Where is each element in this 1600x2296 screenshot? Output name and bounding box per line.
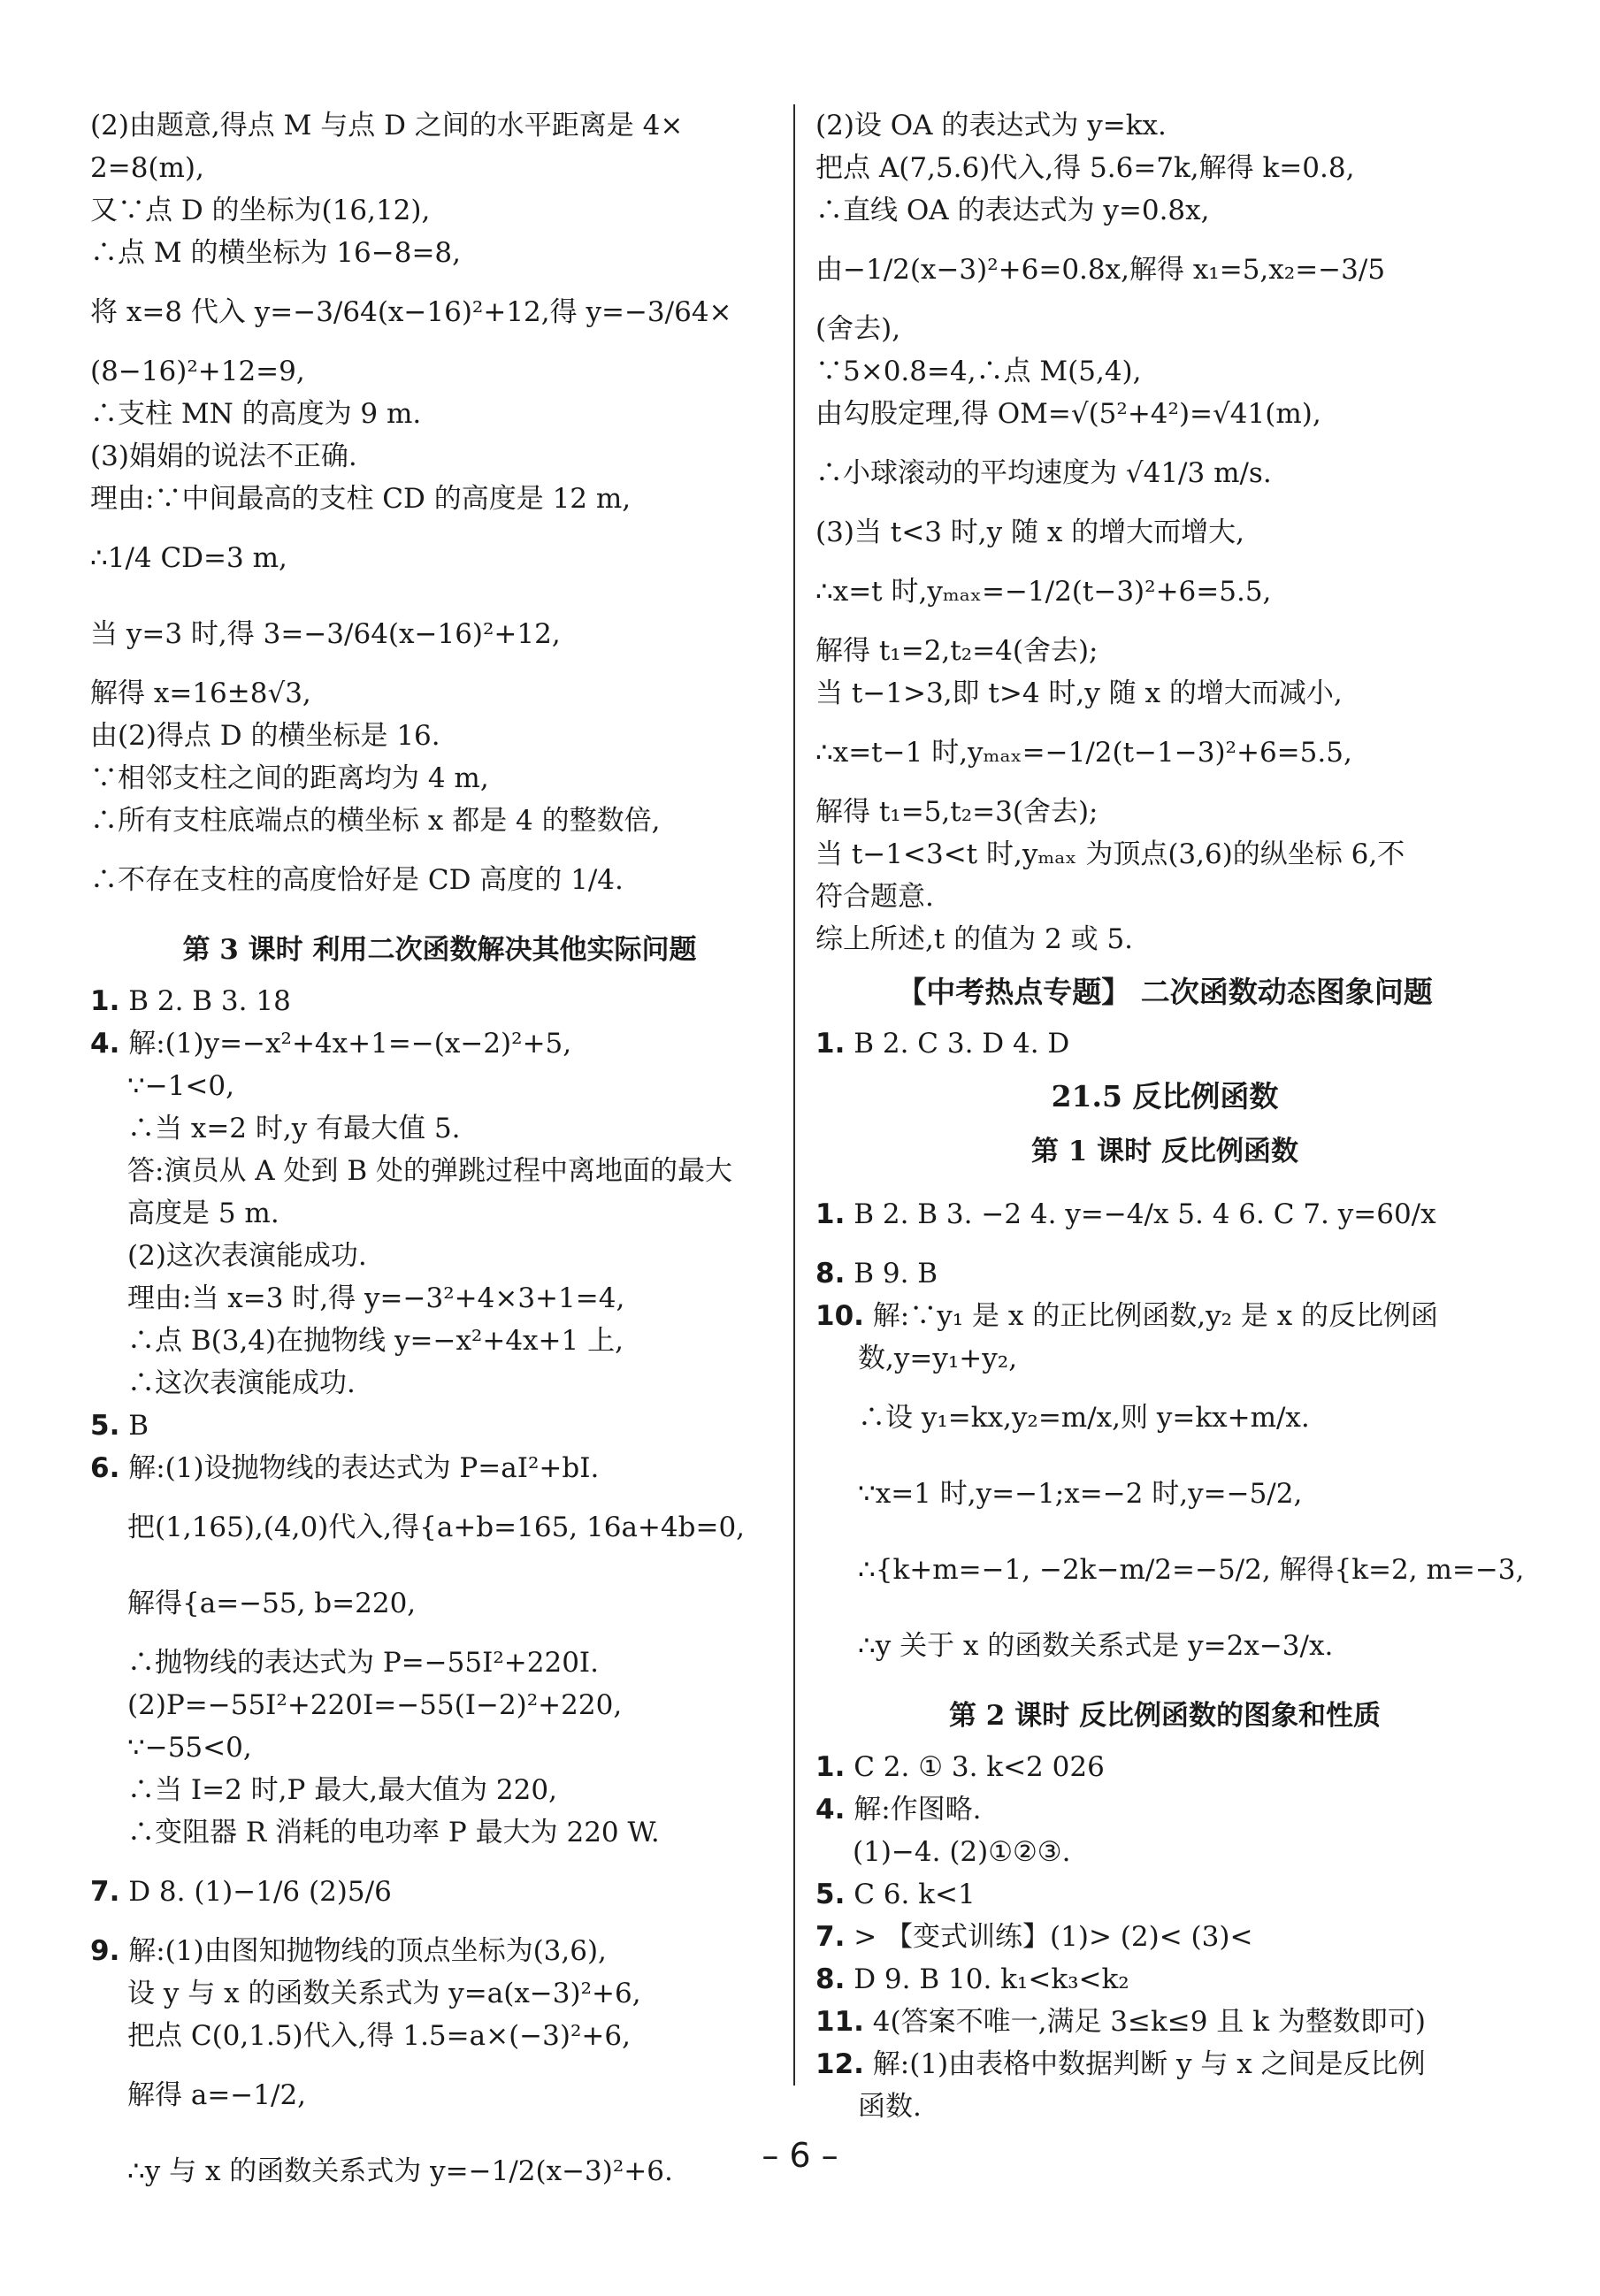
text-line (90, 1726, 789, 1769)
text-line (90, 1192, 789, 1235)
text-line (90, 147, 789, 189)
column-divider (793, 104, 795, 2086)
text-line (90, 1972, 789, 2015)
line-text: 解得 x=16±8√3, (90, 677, 311, 709)
line-text: 理由:当 x=3 时,得 y=−3²+4×3+1=4, (127, 1282, 625, 1314)
text-line (815, 1831, 1514, 1873)
question-number: 1. (815, 1751, 846, 1783)
line-text: B 2. C 3. D 4. D (854, 1028, 1070, 1060)
line-text: 【中考热点专题】 二次函数动态图象问题 (897, 975, 1433, 1009)
line-text: 解得 a=−1/2, (127, 2079, 307, 2111)
text-line (815, 1916, 1514, 1958)
line-text: 由勾股定理,得 OM=√(5²+4²)=√41(m), (815, 398, 1321, 430)
text-line (90, 1642, 789, 1684)
text-line (90, 1022, 789, 1065)
text-line (815, 1746, 1514, 1788)
line-text: 4(答案不唯一,满足 3≤k≤9 且 k 为整数即可) (872, 2006, 1426, 2038)
line-text: > 【变式训练】(1)> (2)< (3)< (854, 1921, 1253, 1953)
text-line (815, 1380, 1514, 1456)
text-line (815, 1532, 1525, 1608)
text-line (815, 1608, 1514, 1684)
text-line (90, 393, 789, 435)
line-text: 综上所述,t 的值为 2 或 5. (815, 923, 1134, 955)
question-number: 8. (815, 1963, 846, 1995)
line-text: ∴所有支柱底端点的横坐标 x 都是 4 的整数倍, (90, 805, 661, 837)
line-text: 当 t−1<3<t 时,yₘₐₓ 为顶点(3,6)的纵坐标 6,不 (815, 838, 1405, 870)
line-text: 由−1/2(x−3)²+6=0.8x,解得 x₁=5,x₂=−3/5 (815, 254, 1386, 286)
line-text: ∴{k+m=−1, −2k−m/2=−5/2, 解得{k=2, m=−3, (858, 1554, 1525, 1586)
line-text: D 9. B 10. k₁<k₃<k₂ (854, 1963, 1129, 1995)
text-line (815, 1958, 1514, 2001)
line-text: B 2. B 3. 18 (128, 985, 291, 1017)
line-text: ∵−1<0, (127, 1070, 234, 1102)
text-line (90, 1065, 789, 1107)
line-text: ∴点 M 的横坐标为 16−8=8, (90, 237, 461, 269)
text-line (815, 232, 1514, 308)
line-text: 把点 C(0,1.5)代入,得 1.5=a×(−3)²+6, (127, 2020, 631, 2052)
text-line (90, 1811, 789, 1854)
line-text: 解得 t₁=2,t₂=4(舍去); (815, 635, 1099, 667)
question-number: 10. (815, 1300, 864, 1332)
line-text: 解:(1)由表格中数据判断 y 与 x 之间是反比例 (872, 2048, 1426, 2080)
text-line (90, 104, 789, 147)
text-line (90, 1362, 789, 1404)
question-number: 4. (90, 1028, 120, 1060)
text-line (815, 1176, 1514, 1252)
line-text: ∵5×0.8=4,∴点 M(5,4), (815, 356, 1142, 387)
section-heading (90, 925, 789, 975)
question-number: 5. (90, 1410, 120, 1442)
line-text: 设 y 与 x 的函数关系式为 y=a(x−3)²+6, (127, 1978, 641, 2009)
line-text: 理由:∵中间最高的支柱 CD 的高度是 12 m, (90, 483, 632, 515)
text-line (815, 2086, 1514, 2128)
text-line (815, 672, 1514, 715)
line-text: 2=8(m), (90, 152, 204, 184)
section-heading (815, 968, 1514, 1017)
line-text: (舍去), (815, 313, 901, 345)
text-line (90, 2015, 789, 2057)
text-line (90, 1565, 789, 1642)
text-line (815, 350, 1514, 393)
text-line (815, 1456, 1514, 1532)
text-line (90, 520, 789, 596)
text-line (90, 980, 789, 1022)
line-text: 解:∵y₁ 是 x 的正比例函数,y₂ 是 x 的反比例函 (872, 1300, 1439, 1332)
text-line (815, 1873, 1514, 1916)
section-heading (815, 1127, 1514, 1176)
question-number: 12. (815, 2048, 864, 2080)
text-line (90, 715, 789, 757)
line-text: ∴当 x=2 时,y 有最大值 5. (127, 1113, 461, 1144)
text-line (815, 435, 1514, 511)
text-line (90, 1769, 789, 1811)
line-text: 数,y=y₁+y₂, (858, 1343, 1018, 1374)
text-line (815, 308, 1514, 350)
text-line (815, 554, 1514, 630)
line-text: (2)设 OA 的表达式为 y=kx. (815, 110, 1167, 142)
text-line (90, 1277, 789, 1320)
text-line (90, 435, 789, 478)
line-text: 把(1,165),(4,0)代入,得{a+b=165, 16a+4b=0, (127, 1512, 746, 1543)
question-number: 7. (815, 1921, 846, 1953)
text-line (90, 1489, 789, 1565)
line-text: (2)P=−55I²+220I=−55(I−2)²+220, (127, 1689, 623, 1721)
text-line (90, 596, 789, 672)
text-line (90, 1930, 789, 1972)
line-text: (8−16)²+12=9, (90, 356, 305, 387)
line-text: (3)娟娟的说法不正确. (90, 440, 357, 472)
line-text: ∵−55<0, (127, 1732, 252, 1764)
line-text: 将 x=8 代入 y=−3/64(x−16)²+12,得 y=−3/64× (90, 296, 732, 328)
text-line (815, 1022, 1514, 1065)
text-line (815, 189, 1514, 232)
line-text: ∴直线 OA 的表达式为 y=0.8x, (815, 195, 1210, 226)
section-heading (815, 1072, 1514, 1121)
text-line (90, 232, 789, 274)
question-number: 8. (815, 1258, 846, 1290)
text-line (90, 274, 789, 350)
line-text: ∴y 关于 x 的函数关系式是 y=2x−3/x. (858, 1630, 1334, 1662)
line-text: ∴这次表演能成功. (127, 1367, 356, 1399)
line-text: B 2. B 3. −2 4. y=−4/x 5. 4 6. C 7. y=60/x (854, 1198, 1436, 1230)
line-text: 答:演员从 A 处到 B 处的弹跳过程中离地面的最大 (127, 1155, 733, 1187)
text-line (815, 1252, 1514, 1295)
text-line (90, 672, 789, 715)
question-number: 6. (90, 1452, 120, 1484)
line-text: ∴x=t 时,yₘₐₓ=−1/2(t−3)²+6=5.5, (815, 576, 1272, 608)
line-text: ∴变阻器 R 消耗的电功率 P 最大为 220 W. (127, 1817, 660, 1848)
question-number: 11. (815, 2006, 864, 2038)
line-text: ∴小球滚动的平均速度为 √41/3 m/s. (815, 457, 1272, 489)
line-text: B 9. B (854, 1258, 938, 1290)
line-text: C 2. ① 3. k<2 026 (854, 1751, 1105, 1783)
text-line (815, 147, 1514, 189)
text-line (815, 1295, 1514, 1337)
line-text: (2)这次表演能成功. (127, 1240, 367, 1272)
question-number: 1. (815, 1198, 846, 1230)
question-number: 4. (815, 1794, 846, 1825)
text-line (815, 630, 1514, 672)
line-text: ∴设 y₁=kx,y₂=m/x,则 y=kx+m/x. (858, 1402, 1310, 1434)
text-line (90, 1404, 789, 1447)
text-line (90, 1150, 789, 1192)
line-text: ∵相邻支柱之间的距离均为 4 m, (90, 762, 489, 794)
line-text: 当 y=3 时,得 3=−3/64(x−16)²+12, (90, 618, 561, 650)
text-line (90, 1447, 789, 1489)
text-line (90, 350, 789, 393)
text-line (90, 800, 789, 842)
line-text: ∴1/4 CD=3 m, (90, 542, 287, 574)
question-number: 1. (815, 1028, 846, 1060)
line-text: 第 1 课时 反比例函数 (1031, 1136, 1298, 1167)
line-text: ∵x=1 时,y=−1;x=−2 时,y=−5/2, (858, 1478, 1303, 1510)
line-text: (2)由题意,得点 M 与点 D 之间的水平距离是 4× (90, 110, 684, 142)
text-line (90, 757, 789, 800)
text-line (815, 876, 1514, 918)
line-text: (3)当 t<3 时,y 随 x 的增大而增大, (815, 517, 1245, 548)
line-text: 把点 A(7,5.6)代入,得 5.6=7k,解得 k=0.8, (815, 152, 1355, 184)
text-line (815, 1337, 1514, 1380)
line-text: ∴当 I=2 时,P 最大,最大值为 220, (127, 1774, 557, 1806)
line-text: ∴点 B(3,4)在抛物线 y=−x²+4x+1 上, (127, 1325, 624, 1357)
line-text: 21.5 反比例函数 (1051, 1079, 1279, 1114)
line-text: 解:(1)y=−x²+4x+1=−(x−2)²+5, (128, 1028, 572, 1060)
line-text: 解:作图略. (854, 1794, 982, 1825)
page-number: – 6 – (762, 2136, 838, 2175)
line-text: (1)−4. (2)①②③. (853, 1836, 1071, 1868)
text-line (815, 918, 1514, 960)
line-text: 高度是 5 m. (127, 1198, 279, 1229)
text-line (90, 478, 789, 520)
question-number: 7. (90, 1876, 120, 1908)
question-number: 9. (90, 1935, 120, 1967)
text-line (90, 1320, 789, 1362)
text-line (815, 104, 1514, 147)
line-text: 解:(1)设抛物线的表达式为 P=aI²+bI. (128, 1452, 600, 1484)
line-text: 解得{a=−55, b=220, (127, 1588, 417, 1619)
line-text: 函数. (858, 2091, 922, 2123)
line-text: C 6. k<1 (854, 1879, 976, 1910)
text-line (815, 715, 1514, 791)
text-line (90, 2057, 789, 2133)
left-column (90, 104, 789, 2209)
text-line (90, 1235, 789, 1277)
line-text: ∴支柱 MN 的高度为 9 m. (90, 398, 422, 430)
line-text: 第 3 课时 利用二次函数解决其他实际问题 (182, 934, 697, 966)
line-text: 当 t−1>3,即 t>4 时,y 随 x 的增大而减小, (815, 677, 1343, 709)
line-text: ∴x=t−1 时,yₘₐₓ=−1/2(t−1−3)²+6=5.5, (815, 737, 1352, 769)
line-text: 由(2)得点 D 的横坐标是 16. (90, 720, 440, 752)
line-text: B (128, 1410, 149, 1442)
text-line (815, 393, 1514, 435)
line-text: 符合题意. (815, 881, 934, 913)
question-number: 5. (815, 1879, 846, 1910)
line-text: 又∵点 D 的坐标为(16,12), (90, 195, 431, 226)
line-text: 第 2 课时 反比例函数的图象和性质 (949, 1700, 1381, 1732)
text-line (815, 1788, 1514, 1831)
right-column (815, 104, 1525, 2128)
text-line (815, 791, 1514, 833)
text-line (90, 842, 789, 918)
text-line (90, 1107, 789, 1150)
text-line (90, 189, 789, 232)
text-line (90, 1684, 789, 1726)
text-line (815, 511, 1514, 554)
question-number: 1. (90, 985, 120, 1017)
line-text: ∴抛物线的表达式为 P=−55I²+220I. (127, 1647, 600, 1679)
line-text: D 8. (1)−1/6 (2)5/6 (128, 1876, 392, 1908)
text-line (815, 2001, 1514, 2043)
line-text: ∴y 与 x 的函数关系式为 y=−1/2(x−3)²+6. (127, 2155, 673, 2187)
section-heading (815, 1691, 1514, 1741)
line-text: ∴不存在支柱的高度恰好是 CD 高度的 1/4. (90, 864, 624, 896)
text-line (90, 1854, 789, 1930)
text-line (815, 833, 1514, 876)
line-text: 解:(1)由图知抛物线的顶点坐标为(3,6), (128, 1935, 607, 1967)
line-text: 解得 t₁=5,t₂=3(舍去); (815, 796, 1099, 828)
text-line (815, 2043, 1514, 2086)
